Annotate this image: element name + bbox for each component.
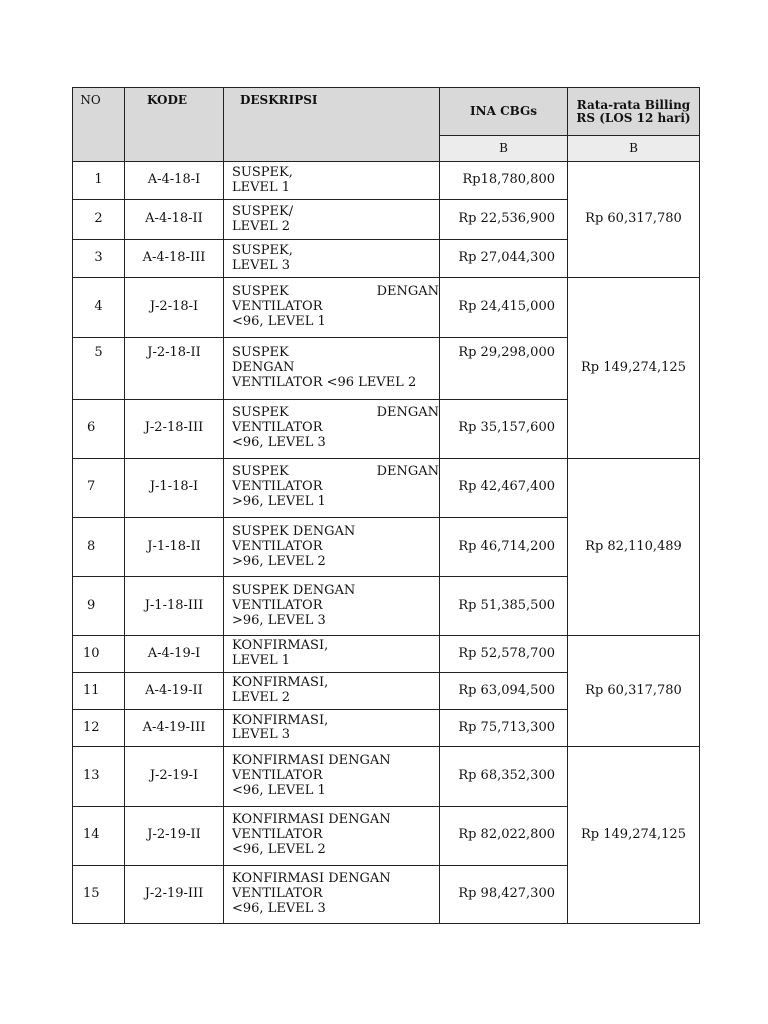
row-no: 1 [73, 162, 125, 200]
billing-group: Rp 60,317,780 [568, 636, 700, 747]
row-kode: A-4-19-II [125, 673, 224, 710]
row-desc: KONFIRMASI, LEVEL 1 [224, 636, 440, 673]
row-ina: Rp 24,415,000 [440, 278, 568, 337]
row-no: 13 [73, 747, 125, 806]
row-ina: Rp 75,713,300 [440, 710, 568, 747]
row-ina: Rp 42,467,400 [440, 458, 568, 517]
row-no: 8 [73, 517, 125, 576]
table-row [73, 278, 700, 337]
row-desc: KONFIRMASI DENGAN VENTILATOR <96, LEVEL 2 [224, 806, 440, 865]
table-row [73, 636, 700, 673]
row-desc: SUSPEK DENGAN VENTILATOR <96, LEVEL 1 [224, 278, 440, 337]
row-kode: J-1-18-II [125, 517, 224, 576]
header-billing: Rata-rata Billing RS (LOS 12 hari) [568, 88, 700, 136]
row-kode: A-4-19-I [125, 636, 224, 673]
row-kode: J-1-18-I [125, 458, 224, 517]
row-ina: Rp 29,298,000 [440, 337, 568, 399]
row-ina: Rp 82,022,800 [440, 806, 568, 865]
row-no: 9 [73, 577, 125, 636]
table-row [73, 162, 700, 200]
billing-group: Rp 60,317,780 [568, 162, 700, 278]
row-no: 7 [73, 458, 125, 517]
row-kode: A-4-19-III [125, 710, 224, 747]
header-kode: KODE [125, 88, 224, 162]
row-desc: SUSPEK DENGAN VENTILATOR <96, LEVEL 3 [224, 399, 440, 458]
header-no: NO [73, 88, 125, 162]
row-kode: J-2-18-III [125, 399, 224, 458]
row-desc: SUSPEK DENGAN VENTILATOR <96 LEVEL 2 [224, 337, 440, 399]
row-no: 3 [73, 240, 125, 278]
row-ina: Rp 22,536,900 [440, 200, 568, 240]
row-no: 11 [73, 673, 125, 710]
row-desc: SUSPEK, LEVEL 1 [224, 162, 440, 200]
tariff-table [72, 87, 700, 924]
row-desc: SUSPEK, LEVEL 3 [224, 240, 440, 278]
row-kode: A-4-18-II [125, 200, 224, 240]
row-ina: Rp 63,094,500 [440, 673, 568, 710]
row-kode: J-2-18-I [125, 278, 224, 337]
row-desc: KONFIRMASI DENGAN VENTILATOR <96, LEVEL 3 [224, 865, 440, 923]
row-no: 6 [73, 399, 125, 458]
row-desc: SUSPEK DENGAN VENTILATOR >96, LEVEL 2 [224, 517, 440, 576]
row-kode: J-2-19-I [125, 747, 224, 806]
row-no: 2 [73, 200, 125, 240]
row-desc: KONFIRMASI DENGAN VENTILATOR <96, LEVEL 1 [224, 747, 440, 806]
row-no: 5 [73, 337, 125, 399]
row-desc: KONFIRMASI, LEVEL 2 [224, 673, 440, 710]
row-kode: A-4-18-I [125, 162, 224, 200]
row-desc: SUSPEK DENGAN VENTILATOR >96, LEVEL 3 [224, 577, 440, 636]
row-kode: A-4-18-III [125, 240, 224, 278]
row-ina: Rp 35,157,600 [440, 399, 568, 458]
subheader-billing: B [568, 136, 700, 162]
row-no: 12 [73, 710, 125, 747]
row-ina: Rp18,780,800 [440, 162, 568, 200]
table-row [73, 747, 700, 806]
subheader-ina: B [440, 136, 568, 162]
row-no: 4 [73, 278, 125, 337]
row-no: 15 [73, 865, 125, 923]
row-kode: J-2-19-II [125, 806, 224, 865]
row-desc: KONFIRMASI, LEVEL 3 [224, 710, 440, 747]
header-deskripsi: DESKRIPSI [224, 88, 440, 162]
row-ina: Rp 46,714,200 [440, 517, 568, 576]
row-kode: J-2-19-III [125, 865, 224, 923]
table-row [73, 458, 700, 517]
header-ina-cbgs: INA CBGs [440, 88, 568, 136]
row-ina: Rp 52,578,700 [440, 636, 568, 673]
row-ina: Rp 51,385,500 [440, 577, 568, 636]
row-no: 10 [73, 636, 125, 673]
row-ina: Rp 68,352,300 [440, 747, 568, 806]
row-kode: J-2-18-II [125, 337, 224, 399]
row-ina: Rp 98,427,300 [440, 865, 568, 923]
row-kode: J-1-18-III [125, 577, 224, 636]
row-desc: SUSPEK/ LEVEL 2 [224, 200, 440, 240]
billing-group: Rp 149,274,125 [568, 747, 700, 924]
row-no: 14 [73, 806, 125, 865]
billing-group: Rp 82,110,489 [568, 458, 700, 635]
row-desc: SUSPEK DENGAN VENTILATOR >96, LEVEL 1 [224, 458, 440, 517]
billing-group: Rp 149,274,125 [568, 278, 700, 458]
row-ina: Rp 27,044,300 [440, 240, 568, 278]
